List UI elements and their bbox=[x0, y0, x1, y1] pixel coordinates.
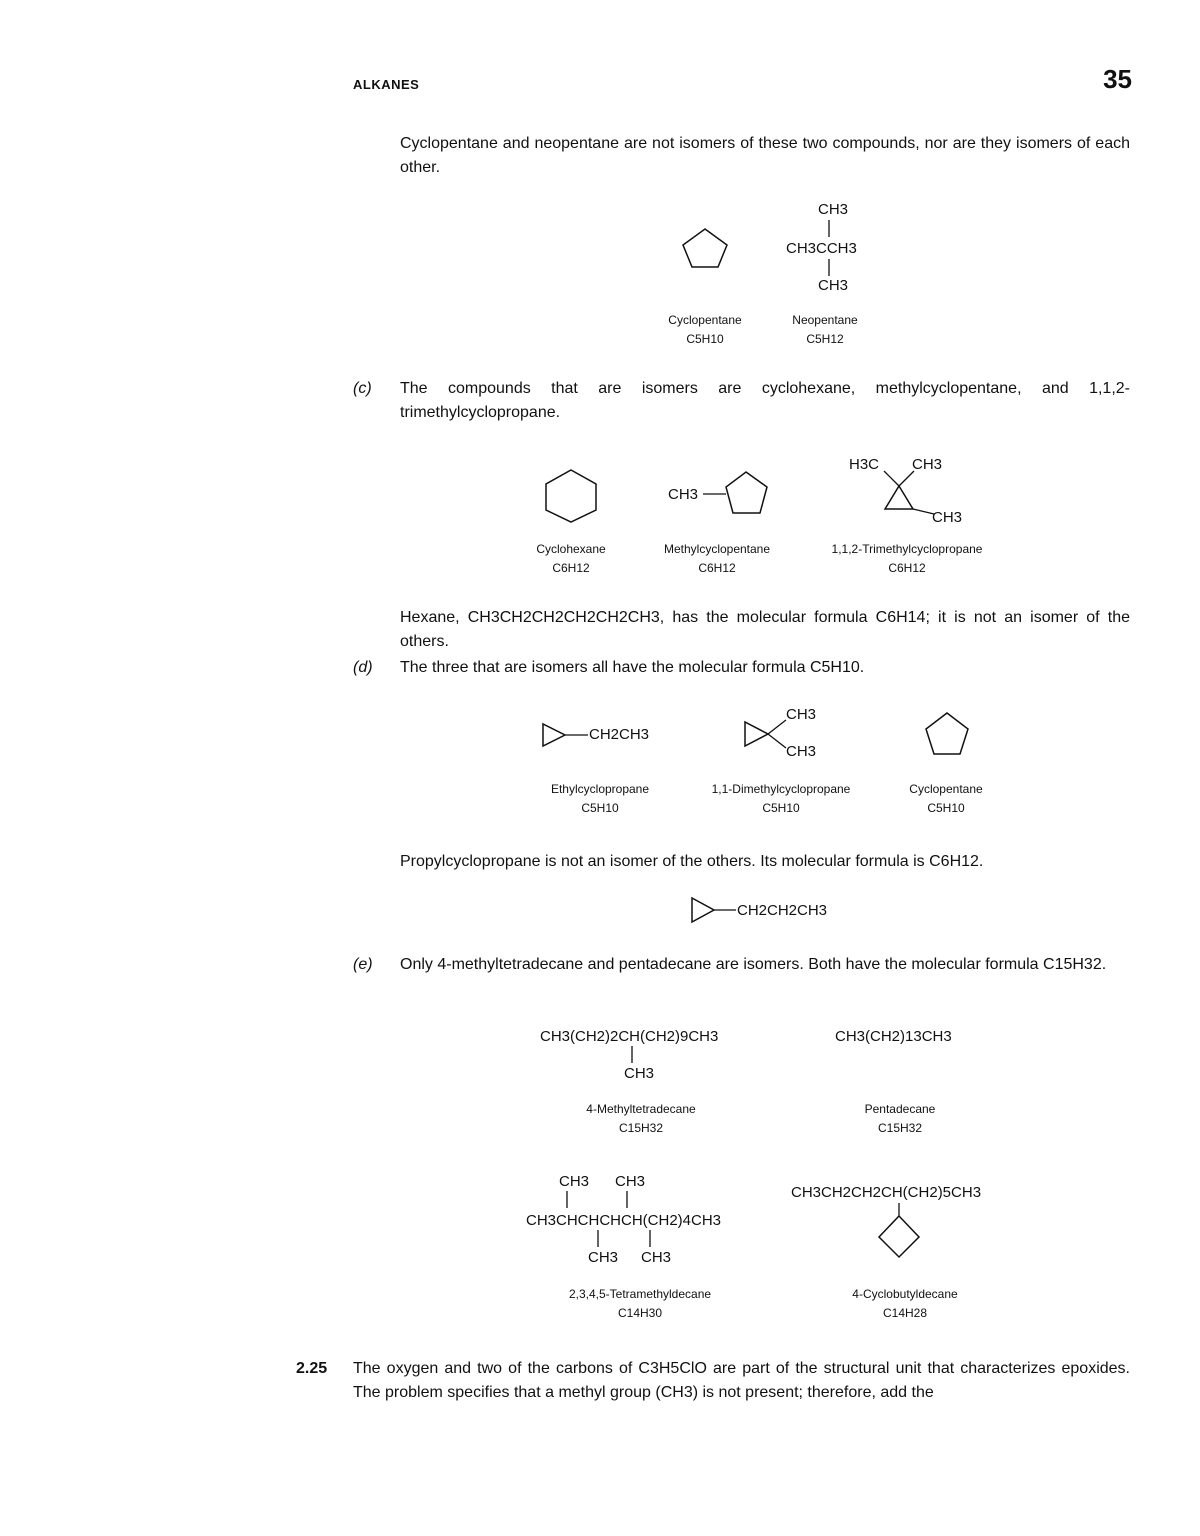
caption-cyclobutyldecane bbox=[820, 1285, 990, 1323]
neopentane-middle: CH3CCH3 bbox=[786, 240, 857, 257]
caption-methyltetradecane bbox=[556, 1100, 726, 1138]
caption-name: 1,1,2-Trimethylcyclopropane bbox=[831, 542, 983, 556]
ch3-bottom-label: CH3 bbox=[932, 509, 963, 526]
caption-formula: C5H10 bbox=[686, 332, 724, 346]
running-header: ALKANES bbox=[353, 77, 420, 92]
neopentane-bottom: CH3 bbox=[818, 277, 849, 294]
hexane-paragraph: Hexane, CH3CH2CH2CH2CH2CH3, has the molecular formula C6H14; it is not an isomer of the others. bbox=[400, 609, 1130, 650]
ch3-right-label: CH3 bbox=[912, 456, 943, 473]
methyl-label: CH3 bbox=[668, 486, 699, 503]
tetramethyl-bottom-2: CH3 bbox=[641, 1249, 672, 1266]
caption-pentadecane bbox=[830, 1100, 970, 1138]
caption-formula: C5H12 bbox=[806, 332, 844, 346]
page-number: 35 bbox=[1103, 64, 1132, 94]
ethyl-label: CH2CH3 bbox=[589, 726, 650, 743]
methyltetradecane-formula: CH3(CH2)2CH(CH2)9CH3 bbox=[540, 1028, 719, 1045]
problem-text: The oxygen and two of the carbons of C3H5ClO are part of the structural unit that characterizes epoxides. The problem specifies that a methyl group (CH3) is not present; therefore, add the bbox=[353, 1360, 1130, 1401]
tetramethyl-bottom-1: CH3 bbox=[588, 1249, 619, 1266]
tetramethyl-top-2: CH3 bbox=[615, 1173, 646, 1190]
part-e-label: (e) bbox=[353, 956, 373, 973]
caption-formula: C14H30 bbox=[617, 1306, 663, 1320]
caption-name: 2,3,4,5-Tetramethyldecane bbox=[568, 1287, 712, 1301]
part-d-text: The three that are isomers all have the molecular formula C5H10. bbox=[400, 659, 865, 676]
tetramethyl-main: CH3CHCHCHCH(CH2)4CH3 bbox=[526, 1212, 722, 1229]
caption-name: Cyclopentane bbox=[668, 313, 742, 327]
caption-name: Ethylcyclopropane bbox=[550, 782, 650, 796]
caption-name: Methylcyclopentane bbox=[663, 542, 771, 556]
caption-formula: C5H10 bbox=[927, 801, 965, 815]
caption-formula: C6H12 bbox=[698, 561, 736, 575]
caption-formula: C15H32 bbox=[618, 1121, 664, 1135]
cyclobutane-ring bbox=[879, 1216, 919, 1257]
caption-name: 4-Methyltetradecane bbox=[586, 1102, 696, 1116]
caption-formula: C15H32 bbox=[877, 1121, 923, 1135]
pentadecane-formula: CH3(CH2)13CH3 bbox=[835, 1028, 952, 1045]
neopentane-top: CH3 bbox=[818, 201, 849, 218]
part-d-label: (d) bbox=[353, 659, 373, 676]
methyltetradecane-branch: CH3 bbox=[624, 1065, 655, 1082]
caption-formula: C5H10 bbox=[762, 801, 800, 815]
problem-number: 2.25 bbox=[296, 1360, 328, 1377]
part-e-text: Only 4-methyltetradecane and pentadecane are isomers. Both have the molecular formula C15H32. bbox=[400, 956, 1107, 973]
part-c-text: The compounds that are isomers are cyclohexane, methylcyclopentane, and 1,1,2-trimethylcyclopropane. bbox=[400, 380, 1130, 421]
caption-tetramethyldecane bbox=[540, 1285, 740, 1323]
ch3-bottom-label: CH3 bbox=[786, 743, 817, 760]
caption-formula: C6H12 bbox=[552, 561, 590, 575]
h3c-label: H3C bbox=[849, 456, 880, 473]
propyl-label: CH2CH2CH3 bbox=[737, 902, 828, 919]
caption-name: Cyclohexane bbox=[536, 542, 606, 556]
caption-name: 1,1-Dimethylcyclopropane bbox=[711, 782, 851, 796]
tetramethyl-top-1: CH3 bbox=[559, 1173, 590, 1190]
intro-paragraph: Cyclopentane and neopentane are not isomers of these two compounds, nor are they isomers of each other. bbox=[400, 135, 1130, 176]
caption-name: Pentadecane bbox=[864, 1102, 936, 1116]
caption-formula: C5H10 bbox=[581, 801, 619, 815]
caption-formula: C6H12 bbox=[888, 561, 926, 575]
cyclobutyldecane-main: CH3CH2CH2CH(CH2)5CH3 bbox=[791, 1184, 982, 1201]
caption-name: Cyclopentane bbox=[909, 782, 983, 796]
caption-formula: C14H28 bbox=[882, 1306, 928, 1320]
propyl-paragraph: Propylcyclopropane is not an isomer of the others. Its molecular formula is C6H12. bbox=[400, 853, 984, 870]
caption-name: 4-Cyclobutyldecane bbox=[852, 1287, 958, 1301]
part-c-label: (c) bbox=[353, 380, 372, 397]
caption-name: Neopentane bbox=[792, 313, 858, 327]
ch3-top-label: CH3 bbox=[786, 706, 817, 723]
